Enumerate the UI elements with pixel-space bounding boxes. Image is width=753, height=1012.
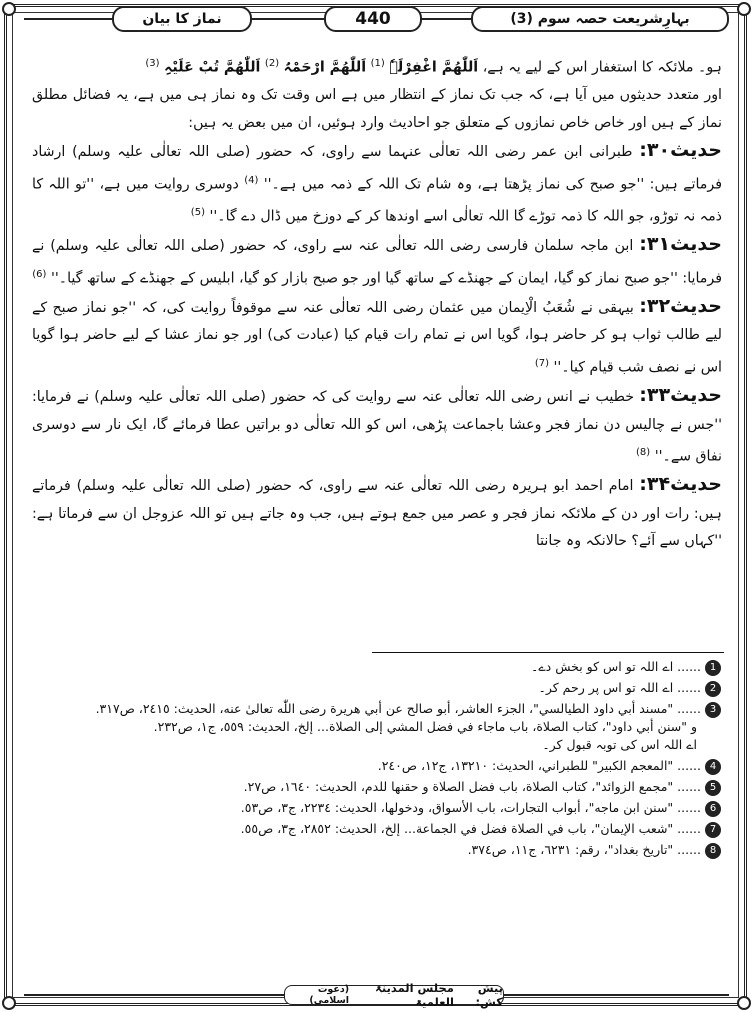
footnote-item (31, 841, 721, 859)
page-footer (24, 981, 729, 1009)
paragraph-1: ہو۔ ملائکہ کا استغفار اس کے لیے یہ ہے، اَللّٰھُمَّ اغْفِرْلَہٗ $^{(1)}$ اَللّٰھُمَّ ارْحَمْہُ $^{(2)}$ اَللّٰھُمَّ تُبْ عَلَیْہِ $^{(3)}$ (145, 58, 722, 76)
footnote-item (31, 778, 721, 796)
footnote-line (31, 820, 721, 838)
corner-ornament (737, 2, 751, 16)
footnote-text: ...... "سنن ابن ماجه"، أبواب التجارات، باب الأسواق، ودخولها، الحديث: ٢٢٣٤، ج٣، ص٥٣. (240, 800, 701, 815)
footnote-text: ...... اے اللہ تو اس کو بخش دے۔ (531, 659, 701, 674)
footnote-line (31, 679, 721, 697)
footnote-item (31, 757, 721, 775)
page-header (24, 6, 729, 34)
hadith-label: حدیث۳۲: (639, 294, 722, 317)
footnote-item (31, 658, 721, 676)
header-rule (252, 18, 324, 20)
header-rule (422, 18, 472, 20)
footer-rule (24, 994, 284, 996)
publisher-name: مجلس المدینۃ العلمیۃ (375, 981, 454, 1009)
footnote-number: 3 (705, 702, 721, 718)
footnote-text: ...... "مسند أبي داود الطيالسي"، الجزء العاشر، أبو صالح عن أبي هريرة رضى اللّٰه تعالىٰ عنه، الحديث: ٢٤١٥، ص٣١٧. (95, 701, 701, 716)
footnote-divider (372, 652, 724, 653)
hadith-label: حدیث۳۴: (639, 473, 722, 496)
hadith-32: حدیث۳۲: بیہقی نے شُعَبُ الْاِیمان میں عثمان رضی اللہ تعالٰی عنہ سے موقوفاً روایت کی، کہ ''جو نماز صبح کے لیے طالب ثواب ہو کر حاضر ہوا، گویا اس نے تمام رات قیام کیا (عبادت کی) اور جو نماز عشا کے لیے حاضر ہوا گویا اس نے نصف شب قیام کیا۔'' $^{(7)}$ (32, 294, 722, 376)
footnote-number: 6 (705, 801, 721, 817)
hadith-34: حدیث۳۴: امام احمد ابو ہریرہ رضی اللہ تعالٰی عنہ سے راوی، کہ حضور (صلی اللہ تعالٰی علیہ وسلم) فرماتے ہیں: رات اور دن کے ملائکہ نماز فجر و عصر میں جمع ہوتے ہیں، جب وہ جاتے ہیں تو اللہ عزوجل ان سے فرماتا ہے: ''کہاں سے آئے؟ حالانکہ وہ جانتا (32, 473, 722, 550)
footnotes (31, 658, 721, 862)
footnote-line (31, 841, 721, 859)
footnote-line: و "سنن أبي داود"، كتاب الصلاة، باب ماجاء في فضل المشي إلى الصلاة... إلخ، الحديث: ٥٥٩، ج١، ص٢٣٢. (153, 719, 697, 734)
footer-rule (504, 994, 729, 996)
footnote-item (31, 700, 721, 754)
footnote-number: 4 (705, 759, 721, 775)
footnote-item (31, 679, 721, 697)
footnote-line: اے اللہ اس کی توبہ قبول کر۔ (542, 737, 697, 752)
hadith-label: حدیث۳۳: (639, 384, 722, 407)
header-rule (24, 18, 112, 20)
main-text (32, 50, 722, 556)
hadith-30: حدیث۳۰: طبرانی ابن عمر رضی اللہ تعالٰی عنہما سے راوی، کہ حضور (صلی اللہ تعالٰی علیہ وسلم) ارشاد فرماتے ہیں: ''جو صبح کی نماز پڑھتا ہے، وہ شام تک اللہ کے ذمہ میں ہے۔'' $^{(4)}$ دوسری روایت میں ہے، ''تو اللہ کا ذمہ نہ توڑو، جو اللہ کا ذمہ توڑے گا اللہ تعالٰی اسے اوندھا کر کے دوزخ میں ڈال دے گا۔'' $^{(5)}$ (32, 139, 722, 225)
footnote-number: 8 (705, 843, 721, 859)
corner-ornament (2, 2, 16, 16)
hadith-label: حدیث۳۱: (639, 233, 722, 256)
footnote-line (31, 658, 721, 676)
footnote-text: ...... "المعجم الكبير" للطبراني، الحديث: ١٣٢١٠، ج١٢، ص٢٤٠. (377, 758, 701, 773)
chapter-title: نماز کا بیان (112, 6, 252, 32)
book-title: بہارِشریعت حصہ سوم (3) (471, 6, 729, 32)
page-number: 440 (324, 6, 422, 32)
footnote-number: 2 (705, 681, 721, 697)
footnote-line (31, 700, 721, 718)
footnote-line (31, 757, 721, 775)
hadith-33: حدیث۳۳: خطیب نے انس رضی اللہ تعالٰی عنہ سے روایت کی کہ حضور (صلی اللہ تعالٰی علیہ وسلم) نے فرمایا: ''جس نے چالیس دن نماز فجر وعشا باجماعت پڑھی، اس کو اللہ تعالٰی دو براتیں عطا فرمائے گا، ایک نار سے دوسری نفاق سے۔'' $^{(8)}$ (32, 384, 722, 465)
hadith-label: حدیث۳۰: (639, 139, 722, 162)
footnote-line (31, 799, 721, 817)
paragraph-2: اور متعدد حدیثوں میں آیا ہے، کہ جب تک نماز کے انتظار میں ہے اس وقت تک وہ نماز ہی میں ہے، یہ فضائل مطلق نماز کے ہیں اور خاص خاص نمازوں کے متعلق جو احادیث وارد ہوئیں، ان میں بعض یہ ہیں: (32, 87, 722, 131)
footnote-number: 7 (705, 822, 721, 838)
hadith-31: حدیث۳۱: ابن ماجہ سلمان فارسی رضی اللہ تعالٰی عنہ سے راوی، کہ حضور (صلی اللہ تعالٰی علیہ وسلم) نے فرمایا: ''جو صبح نماز کو گیا، ایمان کے جھنڈے کے ساتھ گیا اور جو صبح بازار کو گیا، ابلیس کے جھنڈے کے ساتھ گیا۔'' $^{(6)}$ (32, 233, 722, 287)
footnote-text: ...... "مجمع الزوائد"، كتاب الصلاة، باب فضل الصلاة و حقنها للدم، الحديث: ١٦٤٠، ص٢٧. (243, 779, 701, 794)
footnote-item (31, 820, 721, 838)
footnote-text: ...... "شعب الإيمان"، باب في الصلاة فضل في الجماعة... إلخ، الحديث: ٢٨٥٢، ج٣، ص٥٥. (240, 821, 701, 836)
publisher-box: پیش کش: مجلس المدینۃ العلمیۃ (دعوت اسلامی) (284, 985, 504, 1005)
footnote-text: ...... "تاريخ بغداد"، رقم: ٦٢٣١، ج١١، ص٣٧٤. (467, 842, 701, 857)
corner-ornament (737, 996, 751, 1010)
footnote-number: 1 (705, 660, 721, 676)
footnote-text: ...... اے اللہ تو اس پر رحم کر۔ (538, 680, 701, 695)
footnote-line (31, 778, 721, 796)
footnote-number: 5 (705, 780, 721, 796)
corner-ornament (2, 996, 16, 1010)
footnote-item (31, 799, 721, 817)
